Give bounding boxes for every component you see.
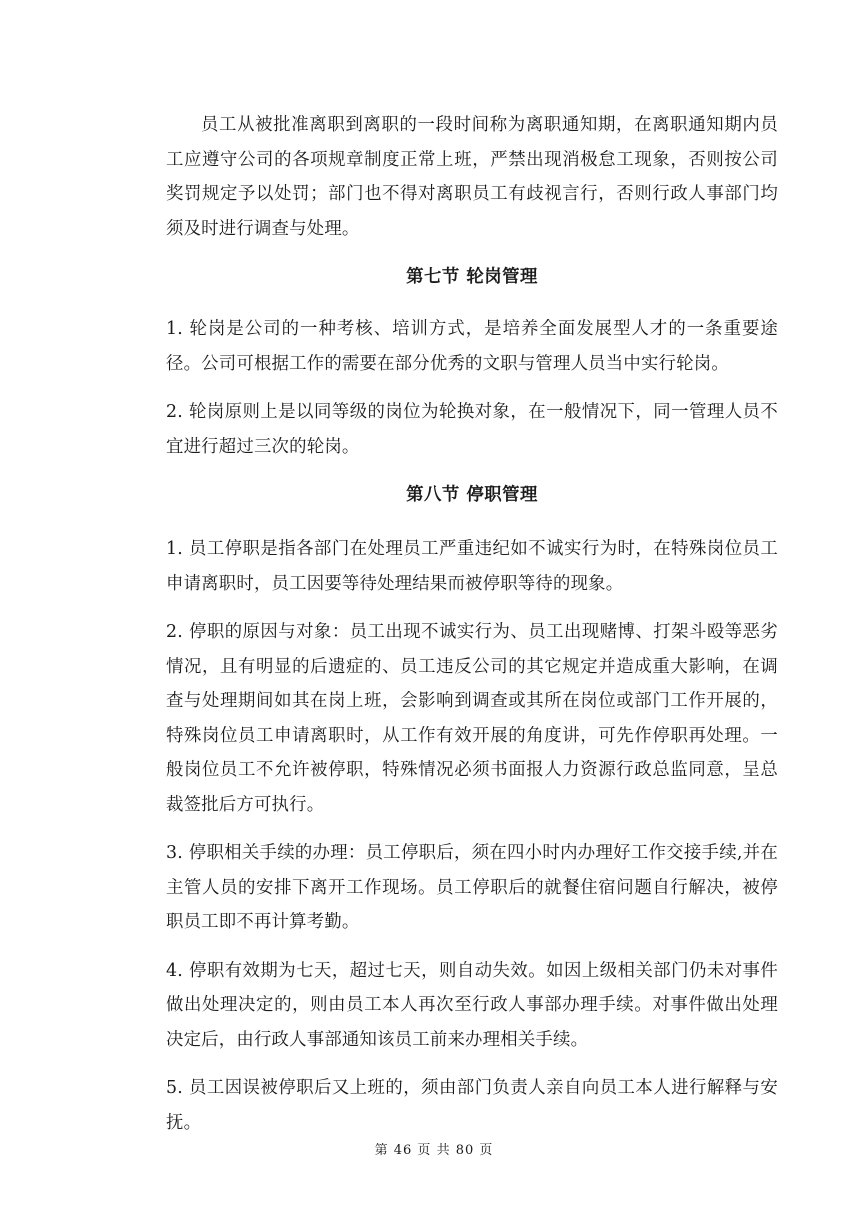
section-8-item-1: 1. 员工停职是指各部门在处理员工严重违纪如不诚实行为时，在特殊岗位员工申请离职时，员工因要等待处理结果而被停职等待的现象。 (166, 539, 778, 594)
section-8-item-3: 3. 停职相关手续的办理：员工停职后，须在四小时内办理好工作交接手续,并在主管人员的安排下离开工作现场。员工停职后的就餐住宿问题自行解决，被停职员工即不再计算考勤。 (166, 843, 778, 932)
page-footer (0, 1139, 868, 1158)
section-8-item-2: 2. 停职的原因与对象：员工出现不诚实行为、员工出现赌博、打架斗殴等恶劣情况，且有明显的后遗症的、员工违反公司的其它规定并造成重大影响，在调查与处理期间如其在岗上班，会影响到调查或其所在岗位或部门工作开展的，特殊岗位员工申请离职时，从工作有效开展的角度讲，可先作停职再处理。一般岗位员工不允许被停职，特殊情况必须书面报人力资源行政总监同意，呈总裁签批后方可执行。 (166, 622, 778, 815)
intro-paragraph: 员工从被批准离职到离职的一段时间称为离职通知期，在离职通知期内员工应遵守公司的各项规章制度正常上班，严禁出现消极怠工现象，否则按公司奖罚规定予以处罚；部门也不得对离职员工有歧视言行，否则行政人事部门均须及时进行调查与处理。 (166, 115, 778, 239)
section-7-item-2: 2. 轮岗原则上是以同等级的岗位为轮换对象，在一般情况下，同一管理人员不宜进行超过三次的轮岗。 (166, 402, 778, 457)
page-number-text: 第 46 页 共 80 页 (374, 1143, 494, 1158)
section-8-title: 第八节 停职管理 (406, 485, 538, 505)
section-7-body (166, 312, 778, 478)
section-7-header (166, 262, 778, 287)
section-8-header (166, 480, 778, 505)
section-8-item-5: 5. 员工因误被停职后又上班的，须由部门负责人亲自向员工本人进行解释与安抚。 (166, 1078, 778, 1133)
section-7-title: 第七节 轮岗管理 (406, 267, 538, 287)
section-8-body (166, 532, 778, 1154)
intro-block (166, 108, 778, 260)
section-8-item-4: 4. 停职有效期为七天，超过七天，则自动失效。如因上级相关部门仍未对事件做出处理决定的，则由员工本人再次至行政人事部办理手续。对事件做出处理决定后，由行政人事部通知该员工前来办理相关手续。 (166, 960, 778, 1050)
section-7-item-1: 1. 轮岗是公司的一种考核、培训方式，是培养全面发展型人才的一条重要途径。公司可根据工作的需要在部分优秀的文职与管理人员当中实行轮岗。 (166, 319, 778, 374)
